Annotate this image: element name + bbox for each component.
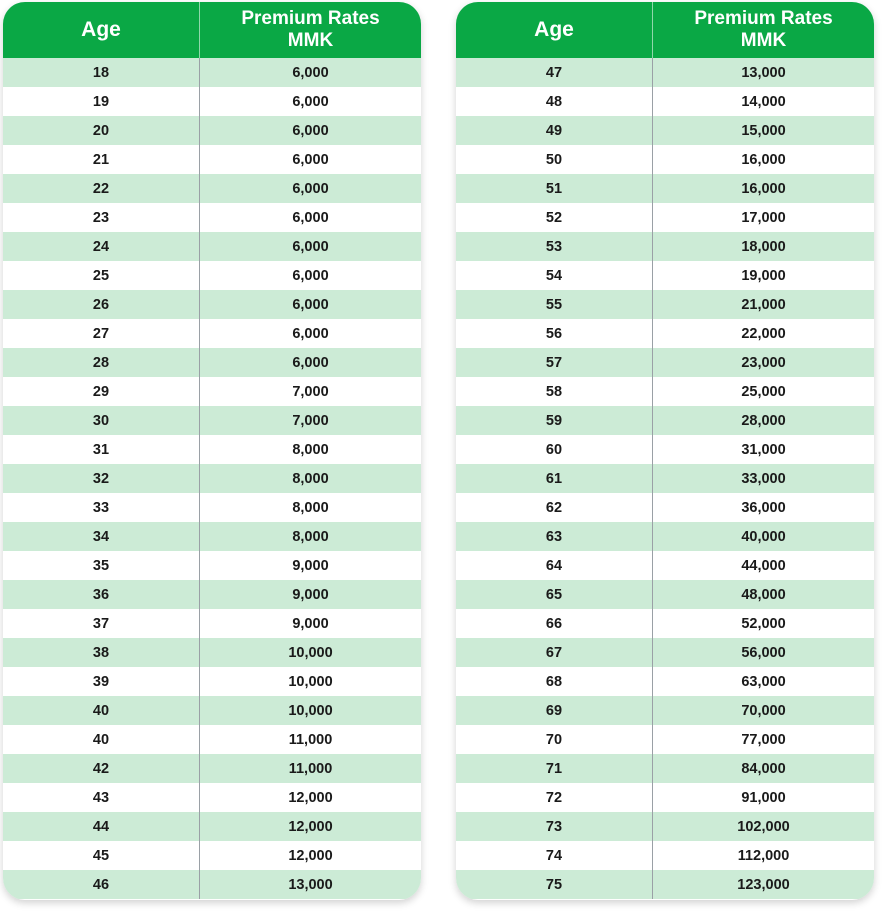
premium-rate-cell: 15,000	[741, 122, 786, 139]
table-row	[456, 435, 874, 464]
premium-rate-cell: 6,000	[292, 151, 329, 168]
premium-rate-cell: 52,000	[741, 615, 786, 632]
table-row	[456, 609, 874, 638]
table-row	[456, 638, 874, 667]
age-cell: 70	[456, 725, 653, 754]
age-column-header: Age	[456, 2, 653, 58]
premium-rate-column-header	[653, 2, 874, 58]
age-cell: 32	[3, 464, 200, 493]
age-cell: 53	[456, 232, 653, 261]
premium-rate-cell: 21,000	[741, 296, 786, 313]
table-row	[456, 725, 874, 754]
table-row	[456, 464, 874, 493]
table-row	[456, 522, 874, 551]
premium-rate-cell: 31,000	[741, 441, 786, 458]
table-header	[456, 2, 874, 58]
age-cell: 36	[3, 580, 200, 609]
table-row	[456, 406, 874, 435]
table-row	[456, 754, 874, 783]
premium-rate-cell: 6,000	[292, 64, 329, 81]
age-cell: 72	[456, 783, 653, 812]
age-cell: 73	[456, 812, 653, 841]
age-cell: 44	[3, 812, 200, 841]
table-row	[3, 783, 421, 812]
table-row	[456, 87, 874, 116]
premium-rate-cell: 112,000	[737, 847, 790, 864]
premium-rate-cell: 6,000	[292, 267, 329, 284]
age-cell: 38	[3, 638, 200, 667]
table-row	[456, 232, 874, 261]
premium-rate-cell: 123,000	[737, 876, 790, 893]
age-cell: 71	[456, 754, 653, 783]
premium-rate-cell: 77,000	[741, 731, 786, 748]
premium-rate-cell: 6,000	[292, 238, 329, 255]
age-cell: 51	[456, 174, 653, 203]
age-cell: 54	[456, 261, 653, 290]
age-cell: 62	[456, 493, 653, 522]
premium-rate-header-line1: Premium Rates	[694, 8, 833, 29]
age-cell: 24	[3, 232, 200, 261]
table-row	[3, 87, 421, 116]
age-cell: 40	[3, 696, 200, 725]
age-cell: 55	[456, 290, 653, 319]
table-row	[3, 609, 421, 638]
table-row	[3, 232, 421, 261]
age-cell: 57	[456, 348, 653, 377]
age-cell: 27	[3, 319, 200, 348]
premium-rate-header-line2: MMK	[740, 30, 787, 51]
premium-rate-cell: 8,000	[292, 528, 329, 545]
premium-rate-cell: 33,000	[741, 470, 786, 487]
table-row	[3, 348, 421, 377]
premium-rate-cell: 9,000	[292, 615, 329, 632]
table-row	[3, 841, 421, 870]
table-row	[456, 116, 874, 145]
age-cell: 66	[456, 609, 653, 638]
table-row	[3, 522, 421, 551]
age-cell: 59	[456, 406, 653, 435]
age-cell: 52	[456, 203, 653, 232]
premium-rate-cell: 6,000	[292, 122, 329, 139]
table-row	[3, 145, 421, 174]
age-cell: 20	[3, 116, 200, 145]
table-row	[3, 870, 421, 899]
premium-rate-cell: 40,000	[741, 528, 786, 545]
age-cell: 25	[3, 261, 200, 290]
table-row	[3, 290, 421, 319]
age-cell: 19	[3, 87, 200, 116]
premium-rate-cell: 6,000	[292, 209, 329, 226]
premium-rate-cell: 17,000	[741, 209, 786, 226]
table-row	[456, 348, 874, 377]
age-cell: 69	[456, 696, 653, 725]
table-row	[3, 725, 421, 754]
premium-rate-header-line1: Premium Rates	[241, 8, 380, 29]
premium-rate-cell: 23,000	[741, 354, 786, 371]
premium-rate-cell: 70,000	[741, 702, 786, 719]
table-row	[3, 696, 421, 725]
premium-rate-cell: 7,000	[292, 412, 329, 429]
table-row	[3, 638, 421, 667]
age-cell: 67	[456, 638, 653, 667]
table-row	[3, 493, 421, 522]
age-cell: 49	[456, 116, 653, 145]
age-cell: 42	[3, 754, 200, 783]
premium-table-right	[456, 2, 874, 900]
premium-rate-cell: 10,000	[288, 673, 333, 690]
table-row	[3, 464, 421, 493]
premium-rate-cell: 12,000	[288, 789, 333, 806]
table-row	[3, 435, 421, 464]
table-row	[456, 203, 874, 232]
premium-rate-cell: 12,000	[288, 847, 333, 864]
table-row	[3, 754, 421, 783]
premium-rate-cell: 44,000	[741, 557, 786, 574]
premium-rate-cell: 6,000	[292, 325, 329, 342]
premium-rate-cell: 102,000	[737, 818, 790, 835]
table-row	[3, 580, 421, 609]
age-cell: 48	[456, 87, 653, 116]
age-cell: 31	[3, 435, 200, 464]
table-row	[3, 58, 421, 87]
premium-rate-cell: 6,000	[292, 180, 329, 197]
age-cell: 61	[456, 464, 653, 493]
premium-rate-column-header	[200, 2, 421, 58]
premium-rate-cell: 6,000	[292, 296, 329, 313]
premium-rate-cell: 48,000	[741, 586, 786, 603]
age-cell: 28	[3, 348, 200, 377]
table-row	[456, 493, 874, 522]
age-cell: 21	[3, 145, 200, 174]
table-row	[3, 406, 421, 435]
age-cell: 68	[456, 667, 653, 696]
table-row	[456, 174, 874, 203]
premium-rate-cell: 13,000	[741, 64, 786, 81]
premium-rate-cell: 12,000	[288, 818, 333, 835]
age-cell: 23	[3, 203, 200, 232]
table-row	[3, 551, 421, 580]
premium-rate-cell: 6,000	[292, 354, 329, 371]
age-cell: 18	[3, 58, 200, 87]
age-cell: 33	[3, 493, 200, 522]
premium-rate-cell: 9,000	[292, 586, 329, 603]
table-row	[456, 261, 874, 290]
table-body	[456, 58, 874, 899]
age-cell: 22	[3, 174, 200, 203]
premium-rate-cell: 14,000	[741, 93, 786, 110]
table-header	[3, 2, 421, 58]
age-cell: 35	[3, 551, 200, 580]
age-cell: 64	[456, 551, 653, 580]
table-row	[3, 319, 421, 348]
premium-rate-header-line2: MMK	[287, 30, 334, 51]
table-row	[456, 377, 874, 406]
age-cell: 45	[3, 841, 200, 870]
table-row	[456, 696, 874, 725]
age-cell: 37	[3, 609, 200, 638]
premium-rate-cell: 11,000	[288, 731, 333, 748]
premium-rate-cell: 8,000	[292, 441, 329, 458]
premium-rate-cell: 91,000	[741, 789, 786, 806]
age-cell: 56	[456, 319, 653, 348]
table-row	[3, 812, 421, 841]
premium-rate-cell: 11,000	[288, 760, 333, 777]
premium-rate-cell: 56,000	[741, 644, 786, 661]
table-body	[3, 58, 421, 899]
table-row	[456, 812, 874, 841]
age-cell: 60	[456, 435, 653, 464]
age-cell: 63	[456, 522, 653, 551]
table-row	[456, 58, 874, 87]
premium-rate-cell: 9,000	[292, 557, 329, 574]
table-row	[456, 783, 874, 812]
premium-rate-cell: 18,000	[741, 238, 786, 255]
table-row	[3, 116, 421, 145]
age-cell: 43	[3, 783, 200, 812]
table-row	[456, 870, 874, 899]
age-cell: 74	[456, 841, 653, 870]
age-cell: 50	[456, 145, 653, 174]
age-cell: 75	[456, 870, 653, 899]
age-cell: 47	[456, 58, 653, 87]
premium-rate-cell: 8,000	[292, 499, 329, 516]
premium-rate-cell: 6,000	[292, 93, 329, 110]
table-row	[3, 667, 421, 696]
age-cell: 29	[3, 377, 200, 406]
premium-rate-cell: 16,000	[741, 180, 786, 197]
table-row	[456, 841, 874, 870]
table-row	[456, 551, 874, 580]
premium-rate-cell: 22,000	[741, 325, 786, 342]
premium-rate-cell: 16,000	[741, 151, 786, 168]
table-row	[3, 377, 421, 406]
table-row	[456, 319, 874, 348]
age-cell: 46	[3, 870, 200, 899]
table-row	[3, 261, 421, 290]
premium-rate-cell: 10,000	[288, 644, 333, 661]
table-row	[3, 203, 421, 232]
age-cell: 58	[456, 377, 653, 406]
premium-rate-cell: 84,000	[741, 760, 786, 777]
table-row	[456, 145, 874, 174]
age-cell: 40	[3, 725, 200, 754]
table-row	[456, 580, 874, 609]
premium-rate-cell: 10,000	[288, 702, 333, 719]
premium-rate-cell: 13,000	[288, 876, 333, 893]
premium-rate-cell: 7,000	[292, 383, 329, 400]
age-cell: 39	[3, 667, 200, 696]
premium-rate-cell: 36,000	[741, 499, 786, 516]
premium-rate-cell: 28,000	[741, 412, 786, 429]
table-row	[456, 667, 874, 696]
age-cell: 34	[3, 522, 200, 551]
premium-table-left	[3, 2, 421, 900]
age-cell: 30	[3, 406, 200, 435]
premium-rate-cell: 25,000	[741, 383, 786, 400]
premium-rate-cell: 19,000	[741, 267, 786, 284]
age-cell: 26	[3, 290, 200, 319]
premium-rate-cell: 8,000	[292, 470, 329, 487]
table-row	[3, 174, 421, 203]
age-cell: 65	[456, 580, 653, 609]
age-column-header: Age	[3, 2, 200, 58]
premium-rate-cell: 63,000	[741, 673, 786, 690]
table-row	[456, 290, 874, 319]
